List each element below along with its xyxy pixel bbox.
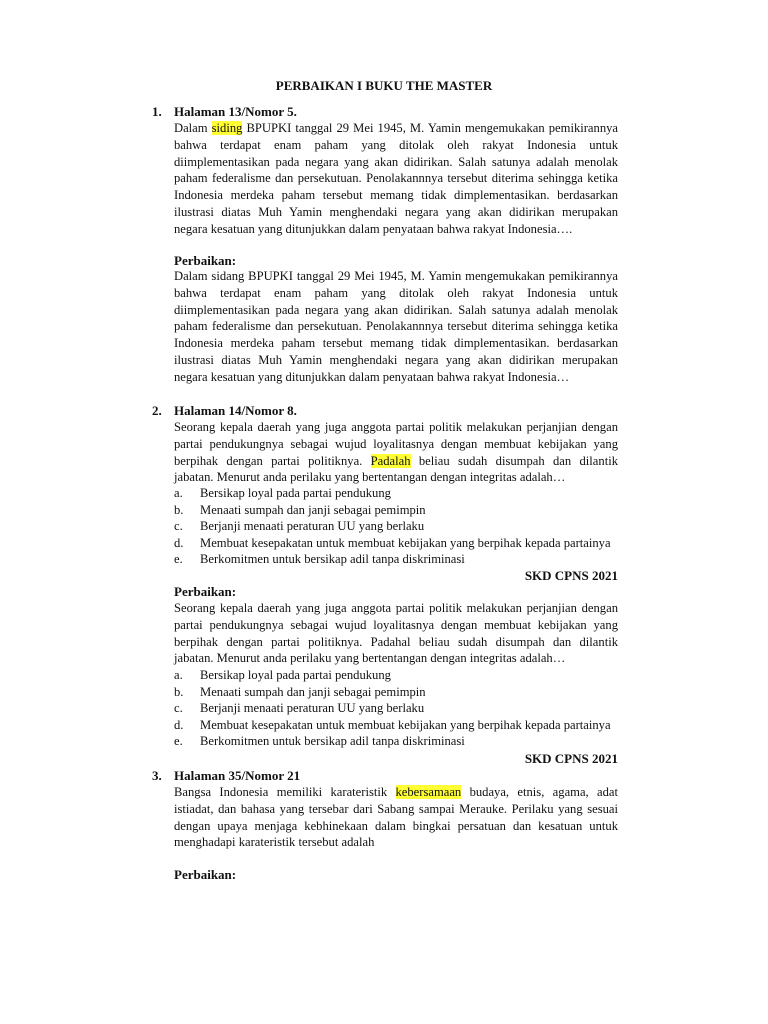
option-text: Membuat kesepakatan untuk membuat kebijakan yang berpihak kepada partainya xyxy=(200,717,611,732)
text-line: berpihak dengan partai politiknya. Padahal beliau sudah disumpah dan dilantik xyxy=(174,634,618,649)
text-line: Dalam sidang BPUPKI tanggal 29 Mei 1945, M. Yamin mengemukakan pemikirannya xyxy=(174,269,618,283)
text-line: dengan upaya menjaga kebhinekaan dalam bingkai persatuan dan kesatuan untuk xyxy=(174,818,618,833)
text-line: bahwa terdapat enam paham yang ditolak oleh rakyat Indonesia untuk xyxy=(174,137,618,152)
option-item xyxy=(174,684,624,701)
option-item xyxy=(174,551,624,568)
item-2-number: 2. xyxy=(152,403,162,418)
item-2-heading: Halaman 14/Nomor 8. xyxy=(174,403,297,418)
item-3-heading: Halaman 35/Nomor 21 xyxy=(174,768,301,783)
text-line: Indonesia merdeka paham tersebut memang tidak dimplementasikan. berdasarkan xyxy=(174,188,618,203)
option-item xyxy=(174,717,624,734)
option-letter: c. xyxy=(174,519,183,534)
option-text: Berjanji menaati peraturan UU yang berlaku xyxy=(200,701,425,716)
option-item xyxy=(174,518,624,535)
item-3-number: 3. xyxy=(152,768,162,783)
page-title: PERBAIKAN I BUKU THE MASTER xyxy=(275,78,493,93)
highlighted-word: kebersamaan xyxy=(395,785,462,799)
item-2-fix-text xyxy=(174,600,618,667)
item-1-heading: Halaman 13/Nomor 5. xyxy=(174,104,297,119)
option-text: Bersikap loyal pada partai pendukung xyxy=(200,486,391,500)
option-item xyxy=(174,535,624,552)
item-1-fix-label: Perbaikan: xyxy=(174,253,237,268)
option-text: Berkomitmen untuk bersikap adil tanpa diskriminasi xyxy=(200,552,465,567)
option-letter: e. xyxy=(174,552,183,567)
option-text: Menaati sumpah dan janji sebagai pemimpin xyxy=(200,684,426,699)
option-letter: b. xyxy=(174,502,184,517)
item-3-question xyxy=(174,784,618,851)
option-text: Membuat kesepakatan untuk membuat kebijakan yang berpihak kepada partainya xyxy=(200,535,611,550)
option-item xyxy=(174,700,624,717)
text-line: istiadat, dan bahasa yang tersebar dari Sabang sampai Merauke. Perilaku yang sesuai xyxy=(174,801,618,816)
item-2-fix-options xyxy=(174,667,624,750)
text-line: partai pendukungnya sebagai wujud loyalitasnya dengan membuat kebijakan yang xyxy=(174,617,618,632)
option-text: Berjanji menaati peraturan UU yang berlaku xyxy=(200,519,425,534)
text-line: paham federalisme dan persekutuan. Penolakannnya tersebut diterima sehingga ketika xyxy=(174,319,618,334)
option-item xyxy=(174,733,624,750)
text-line: berpihak dengan partai politiknya. Padalah beliau sudah disumpah dan dilantik xyxy=(174,453,618,468)
item-2-source: SKD CPNS 2021 xyxy=(524,568,618,583)
option-item xyxy=(174,502,624,519)
option-letter: e. xyxy=(174,734,183,749)
text-line: ilustrasi diatas Muh Yamin menghendaki negara yang akan didirikan merupakan xyxy=(174,352,618,367)
item-1-question xyxy=(174,120,618,238)
option-letter: d. xyxy=(174,535,184,550)
item-2-fix-source: SKD CPNS 2021 xyxy=(524,751,618,766)
option-text: Berkomitmen untuk bersikap adil tanpa diskriminasi xyxy=(200,734,465,749)
text-line: Seorang kepala daerah yang juga anggota partai politik melakukan perjanjian dengan xyxy=(174,420,618,434)
option-letter: b. xyxy=(174,684,184,699)
text-line: diimplementasikan pada negara yang akan didirikan. Salah satunya adalah menolak xyxy=(174,154,618,169)
item-2-question xyxy=(174,419,618,486)
text-line: paham federalisme dan persekutuan. Penolakannnya tersebut diterima sehingga ketika xyxy=(174,171,618,186)
option-item xyxy=(174,667,624,684)
text-line: negara kesatuan yang ditunjukkan dalam penyataan bahwa rakyat Indonesia…. xyxy=(174,221,573,236)
text-line: jabatan. Menurut anda perilaku yang bertentangan dengan integritas adalah… xyxy=(174,651,566,666)
option-letter: a. xyxy=(174,486,183,500)
option-text: Menaati sumpah dan janji sebagai pemimpin xyxy=(200,502,426,517)
text-line: ilustrasi diatas Muh Yamin menghendaki negara yang akan didirikan merupakan xyxy=(174,204,618,219)
option-text: Bersikap loyal pada partai pendukung xyxy=(200,668,391,682)
text-line: Bangsa Indonesia memiliki karateristik kebersamaan budaya, etnis, agama, adat xyxy=(174,785,619,799)
highlighted-word: Padalah xyxy=(370,453,411,468)
item-1-number: 1. xyxy=(152,104,162,119)
text-line: Indonesia merdeka paham tersebut memang tidak dimplementasikan. berdasarkan xyxy=(174,336,618,351)
text-line: negara kesatuan yang ditunjukkan dalam penyataan bahwa rakyat Indonesia… xyxy=(174,369,570,384)
text-line: menghadapi karateristik tersebut adalah xyxy=(174,835,375,850)
option-letter: c. xyxy=(174,701,183,716)
item-2-fix-label: Perbaikan: xyxy=(174,584,237,599)
option-item xyxy=(174,485,624,502)
option-letter: d. xyxy=(174,717,184,732)
item-2-options xyxy=(174,485,624,568)
item-3-fix-label: Perbaikan: xyxy=(174,867,237,882)
highlighted-word: siding xyxy=(211,121,243,135)
item-1-fix-text xyxy=(174,268,618,386)
text-line: Dalam siding BPUPKI tanggal 29 Mei 1945, M. Yamin mengemukakan pemikirannya xyxy=(174,121,618,135)
text-line: bahwa terdapat enam paham yang ditolak oleh rakyat Indonesia untuk xyxy=(174,285,618,300)
option-letter: a. xyxy=(174,668,183,682)
text-line: jabatan. Menurut anda perilaku yang bertentangan dengan integritas adalah… xyxy=(174,470,566,485)
text-line: Seorang kepala daerah yang juga anggota partai politik melakukan perjanjian dengan xyxy=(174,601,618,615)
text-line: partai pendukungnya sebagai wujud loyalitasnya dengan membuat kebijakan yang xyxy=(174,436,618,451)
text-line: diimplementasikan pada negara yang akan didirikan. Salah satunya adalah menolak xyxy=(174,302,618,317)
